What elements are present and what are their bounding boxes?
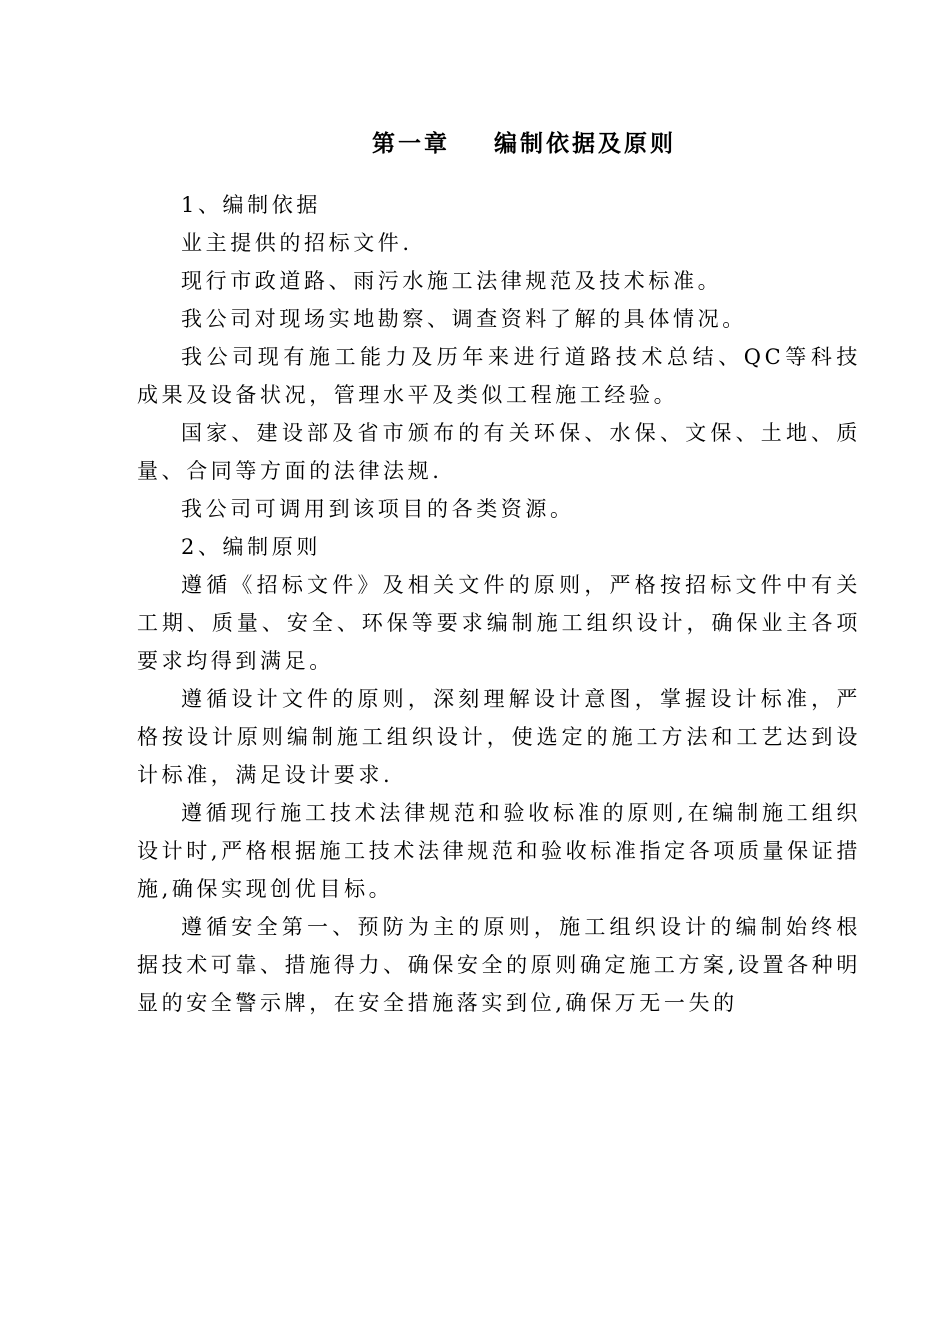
paragraph: 国家、建设部及省市颁布的有关环保、水保、文保、土地、质量、合同等方面的法律法规.: [137, 421, 861, 483]
paragraph: 遵循设计文件的原则，深刻理解设计意图，掌握设计标准，严格按设计原则编制施工组织设计，使选定的施工方法和工艺达到设计标准，满足设计要求.: [137, 687, 861, 787]
paragraph: 遵循安全第一、预防为主的原则，施工组织设计的编制始终根据技术可靠、措施得力、确保安全的原则确定施工方案,设置各种明显的安全警示牌，在安全措施落实到位,确保万无一失的: [137, 915, 861, 1015]
chapter-title: 第一章 编制依据及原则: [371, 131, 677, 157]
paragraph: 现行市政道路、雨污水施工法律规范及技术标准。: [181, 269, 723, 293]
paragraph: 我公司对现场实地勘察、调查资料了解的具体情况。: [181, 307, 747, 331]
paragraph: 遵循《招标文件》及相关文件的原则，严格按招标文件中有关工期、质量、安全、环保等要求编制施工组织设计，确保业主各项要求均得到满足。: [137, 573, 861, 673]
paragraph: 遵循现行施工技术法律规范和验收标准的原则,在编制施工组织设计时,严格根据施工技术法律规范和验收标准指定各项质量保证措施,确保实现创优目标。: [137, 801, 861, 901]
paragraph: 我公司可调用到该项目的各类资源。: [181, 497, 575, 521]
paragraph: 业主提供的招标文件.: [181, 231, 413, 255]
section-heading-basis: 1、编制依据: [181, 193, 321, 217]
paragraph: 我公司现有施工能力及历年来进行道路技术总结、QC等科技成果及设备状况，管理水平及类似工程施工经验。: [137, 345, 861, 407]
document-body: [137, 186, 861, 1022]
section-heading-principles: 2、编制原则: [181, 535, 321, 559]
